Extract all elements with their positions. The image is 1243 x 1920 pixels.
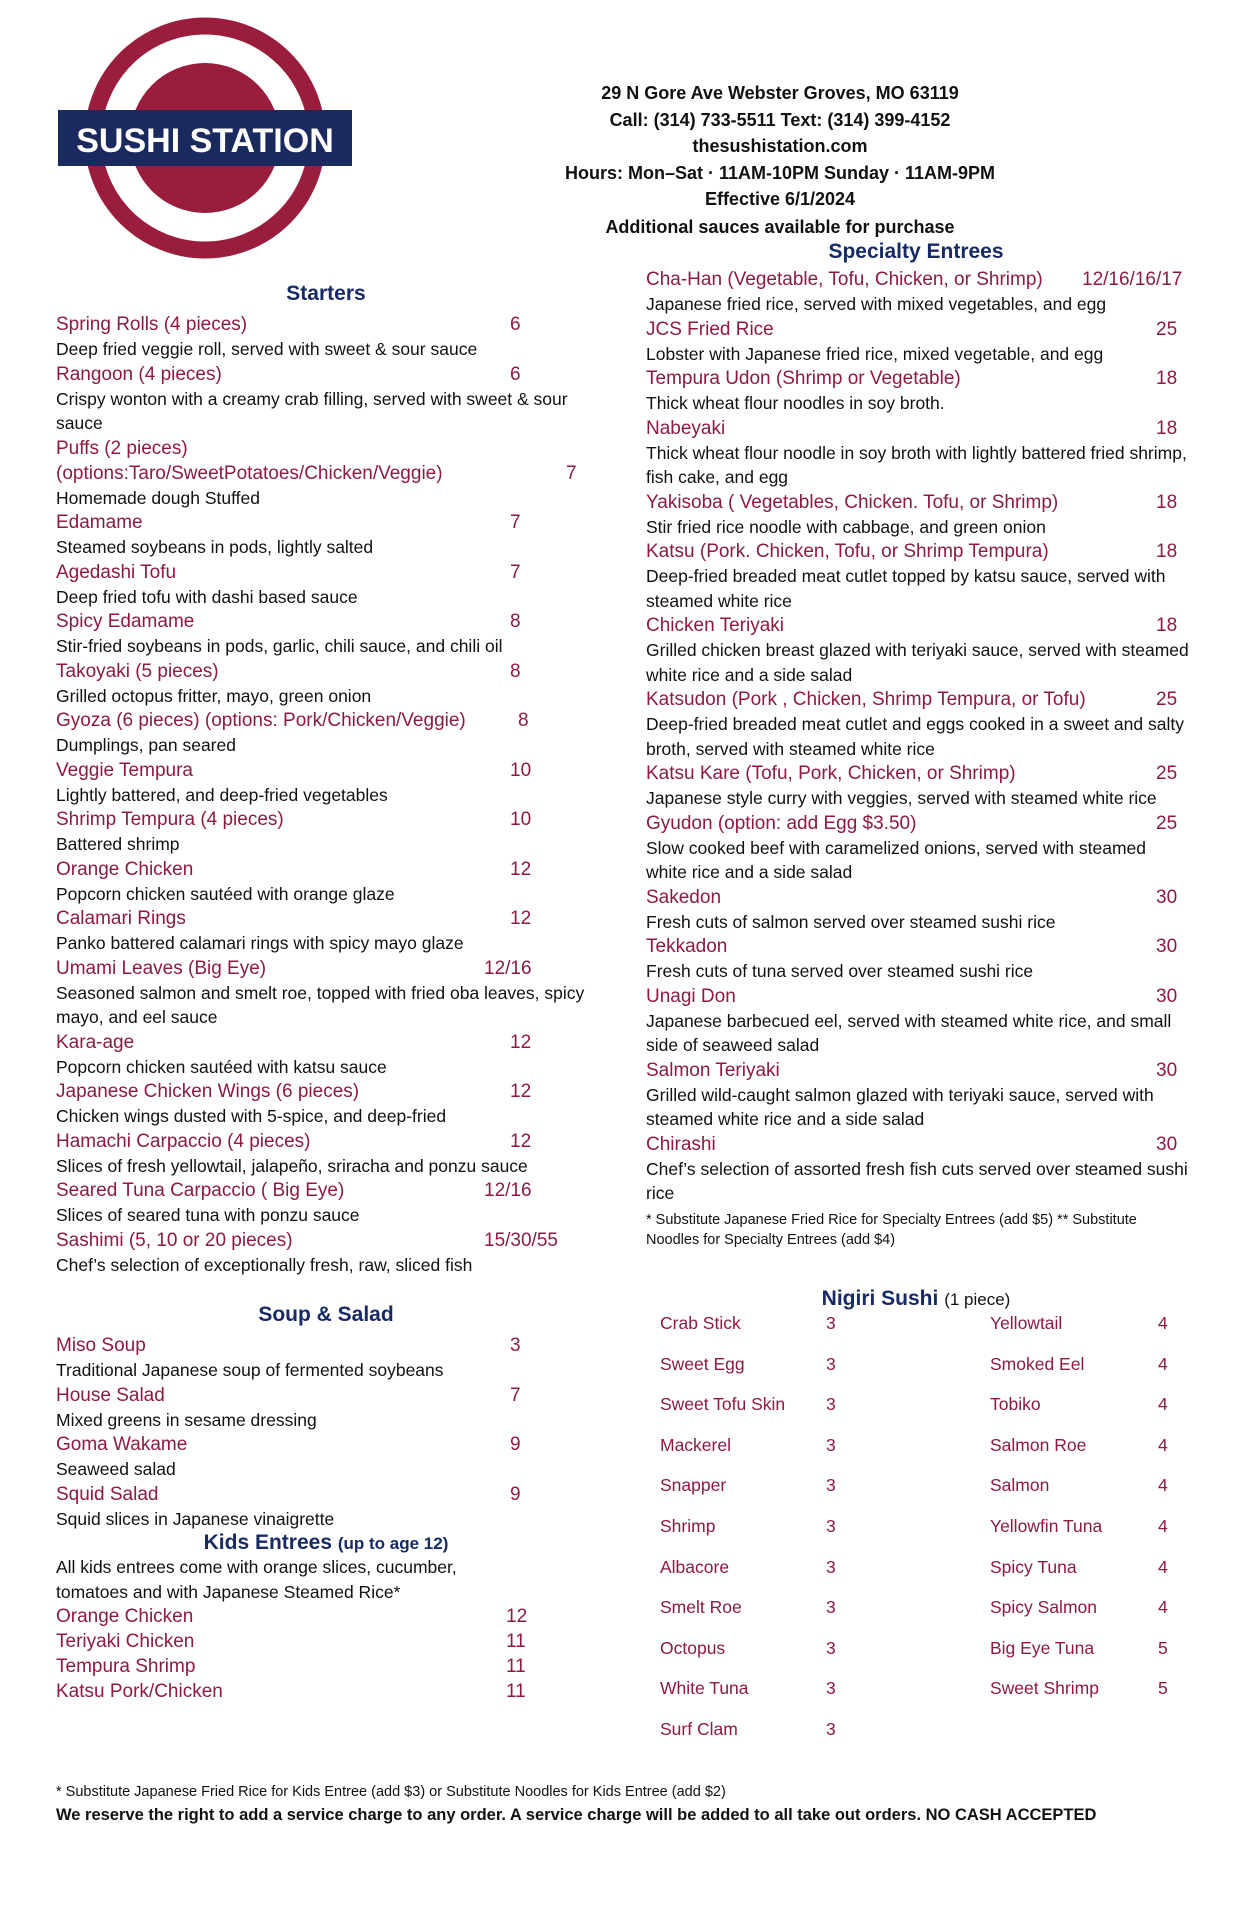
item-price: 10 (510, 759, 532, 781)
item-description: Deep-fried breaded meat cutlet and eggs cooked in a sweet and salty broth, served with steamed white rice (646, 714, 1184, 759)
item-name: Chicken Teriyaki (646, 615, 784, 636)
item-description: Chicken wings dusted with 5-spice, and deep-fried (56, 1106, 447, 1126)
item-price: 11 (506, 1681, 526, 1702)
item-name-options: (options:Taro/SweetPotatoes/Chicken/Veggie) (56, 462, 443, 484)
nigiri-row (990, 1597, 1180, 1638)
item-description: Grilled octopus fritter, mayo, green onion (56, 685, 372, 706)
item-price: 9 (510, 1483, 521, 1505)
nigiri-row (990, 1394, 1180, 1435)
item-name: Takoyaki (5 pieces) (56, 660, 219, 682)
nigiri-subtitle: (1 piece) (944, 1290, 1011, 1309)
menu-item (56, 1482, 596, 1532)
menu-item (646, 687, 1186, 761)
item-description: Squid slices in Japanese vinaigrette (56, 1508, 335, 1529)
nigiri-price: 3 (826, 1515, 836, 1536)
nigiri-price: 4 (1158, 1475, 1168, 1496)
item-price: 10 (510, 809, 532, 830)
item-name: Unagi Don (646, 985, 736, 1007)
item-name: Squid Salad (56, 1483, 159, 1505)
nigiri-row (660, 1678, 840, 1719)
nigiri-row (660, 1597, 840, 1638)
item-name: Umami Leaves (Big Eye) (56, 957, 267, 979)
restaurant-info (520, 80, 1040, 240)
item-name: Puffs (2 pieces) (56, 437, 188, 459)
item-description: Grilled wild-caught salmon glazed with teriyaki sauce, served with steamed white rice and a side salad (646, 1084, 1154, 1129)
item-name: Nabeyaki (646, 417, 726, 439)
item-description: Fresh cuts of salmon served over steamed sushi rice (646, 911, 1056, 932)
item-description: Chef’s selection of exceptionally fresh, raw, sliced fish (56, 1254, 473, 1275)
logo-graphic (40, 12, 370, 267)
menu-item (56, 1178, 596, 1228)
soup-salad-title: Soup & Salad (258, 1303, 394, 1326)
item-price: 25 (1156, 318, 1178, 340)
nigiri-price: 4 (1158, 1313, 1168, 1333)
item-name: Gyudon (option: add Egg $3.50) (646, 812, 917, 834)
address: 29 N Gore Ave Webster Groves, MO 63119 (601, 83, 959, 103)
item-description: Deep-fried breaded meat cutlet topped by katsu sauce, served with steamed white rice (646, 566, 1166, 611)
nigiri-name: Yellowtail (990, 1313, 1063, 1333)
menu-item (56, 1654, 596, 1679)
menu-item (646, 934, 1186, 984)
item-price: 7 (510, 1384, 521, 1406)
nigiri-price: 3 (826, 1556, 836, 1577)
nigiri-row (660, 1719, 840, 1760)
item-name: Calamari Rings (56, 908, 186, 929)
nigiri-price: 3 (826, 1718, 836, 1739)
nigiri-title-text: Nigiri Sushi (821, 1287, 939, 1310)
menu-item (56, 1129, 596, 1179)
item-name: Chirashi (646, 1133, 716, 1155)
item-description: Japanese fried rice, served with mixed vegetables, and egg (646, 294, 1107, 314)
nigiri-row (990, 1435, 1180, 1476)
nigiri-name: Smoked Eel (990, 1353, 1085, 1374)
item-name: Sashimi (5, 10 or 20 pieces) (56, 1229, 293, 1251)
item-price: 12 (510, 1130, 532, 1152)
menu-item (56, 857, 596, 907)
item-price: 12/16 (484, 1180, 532, 1201)
item-name: Katsu Kare (Tofu, Pork, Chicken, or Shrimp) (646, 763, 1016, 784)
item-price: 7 (510, 512, 521, 533)
nigiri-name: Shrimp (660, 1515, 716, 1536)
nigiri-price: 4 (1158, 1515, 1168, 1536)
menu-item (56, 659, 596, 709)
item-description: Slow cooked beef with caramelized onions, served with steamed white rice and a side salad (646, 837, 1146, 882)
menu-item (646, 539, 1186, 613)
nigiri-name: Spicy Tuna (990, 1556, 1077, 1577)
menu-item (56, 807, 596, 857)
menu-item (56, 1383, 596, 1433)
item-name: Spicy Edamame (56, 611, 195, 632)
menu-item (56, 1030, 596, 1080)
item-price: 30 (1156, 886, 1178, 908)
kids-title-text: Kids Entrees (203, 1531, 333, 1554)
item-price: 11 (506, 1656, 526, 1677)
item-price: 18 (1156, 417, 1178, 439)
nigiri-price: 3 (826, 1637, 836, 1658)
nigiri-row (660, 1435, 840, 1476)
menu-item (56, 758, 596, 808)
nigiri-price: 5 (1158, 1678, 1168, 1699)
nigiri-left-list (660, 1313, 840, 1760)
item-name: Spring Rolls (4 pieces) (56, 314, 248, 335)
item-price: 30 (1156, 1059, 1178, 1081)
item-name: Cha-Han (Vegetable, Tofu, Chicken, or Shrimp) (646, 269, 1043, 290)
menu-item (56, 510, 596, 560)
nigiri-name: Octopus (660, 1637, 726, 1658)
item-description: Lobster with Japanese fried rice, mixed vegetable, and egg (646, 343, 1104, 364)
item-name: Seared Tuna Carpaccio ( Big Eye) (56, 1180, 345, 1201)
item-description: Lightly battered, and deep-fried vegetables (56, 784, 388, 805)
item-name: Gyoza (6 pieces) (options: Pork/Chicken/Veggie) (56, 710, 466, 731)
item-price: 9 (510, 1434, 521, 1455)
nigiri-title (646, 1287, 1186, 1311)
nigiri-row (660, 1313, 840, 1354)
item-description: Japanese style curry with veggies, served with steamed white rice (646, 788, 1157, 808)
sauces-note: Additional sauces available for purchase (605, 216, 955, 237)
item-description: Slices of fresh yellowtail, jalapeño, sriracha and ponzu sauce (56, 1155, 528, 1176)
item-price: 12 (506, 1606, 528, 1627)
nigiri-row (990, 1313, 1180, 1354)
item-description: Panko battered calamari rings with spicy mayo glaze (56, 933, 464, 953)
right-column (646, 267, 1189, 1250)
nigiri-name: Spicy Salmon (990, 1597, 1097, 1618)
item-description: Japanese barbecued eel, served with steamed white rice, and small side of seaweed salad (646, 1010, 1172, 1055)
menu-item (56, 1679, 596, 1704)
nigiri-price: 4 (1158, 1434, 1168, 1455)
left-column (56, 312, 596, 1704)
logo-text: SUSHI STATION (76, 122, 334, 160)
nigiri-row (660, 1475, 840, 1516)
starters-list (56, 312, 596, 1277)
item-price: 12/16/16/17 (1082, 269, 1183, 290)
item-price: 25 (1156, 812, 1178, 834)
item-price: 7 (566, 462, 577, 484)
menu-item (56, 1604, 596, 1629)
nigiri-row (990, 1557, 1180, 1598)
nigiri-row (660, 1557, 840, 1598)
item-name: Rangoon (4 pieces) (56, 363, 222, 385)
item-price: 30 (1156, 985, 1178, 1007)
footer (56, 1782, 1206, 1825)
menu-item (646, 490, 1186, 540)
item-price: 12 (510, 908, 532, 929)
nigiri-price: 4 (1158, 1394, 1168, 1415)
nigiri-name: Salmon Roe (990, 1434, 1087, 1455)
item-price: 8 (510, 660, 521, 682)
specialty-list (646, 267, 1189, 1206)
kids-subtitle: (up to age 12) (337, 1534, 449, 1553)
item-price: 7 (510, 561, 521, 583)
nigiri-name: Tobiko (990, 1394, 1041, 1415)
contact-phones: Call: (314) 733-5511 Text: (314) 399-4152 (609, 109, 951, 130)
effective-date: Effective 6/1/2024 (704, 189, 856, 209)
nigiri-price: 3 (826, 1597, 836, 1618)
item-description: Stir-fried soybeans in pods, garlic, chili sauce, and chili oil (56, 636, 503, 656)
item-description: Thick wheat flour noodles in soy broth. (646, 393, 945, 413)
item-price: 12 (510, 1081, 532, 1102)
item-price: 3 (510, 1335, 521, 1356)
item-price: 18 (1156, 615, 1178, 636)
nigiri-row (660, 1516, 840, 1557)
item-description: Steamed soybeans in pods, lightly salted (56, 537, 374, 557)
item-price: 12/16 (484, 957, 532, 979)
nigiri-price: 3 (826, 1394, 836, 1415)
item-price: 11 (506, 1631, 526, 1652)
item-name: Katsu Pork/Chicken (56, 1681, 223, 1702)
nigiri-name: Snapper (660, 1475, 727, 1496)
specialty-note: * Substitute Japanese Fried Rice for Specialty Entrees (add $5) ** Substitute Noodles for Specialty Entrees (add $4) (646, 1211, 1137, 1248)
nigiri-right-list (990, 1313, 1180, 1719)
hours: Hours: Mon–Sat · 11AM-10PM Sunday · 11AM-9PM (564, 162, 996, 183)
item-description: Deep fried veggie roll, served with sweet & sour sauce (56, 339, 478, 359)
nigiri-name: Big Eye Tuna (990, 1637, 1095, 1658)
kids-title (56, 1531, 596, 1555)
item-name: Tempura Udon (Shrimp or Vegetable) (646, 368, 961, 389)
menu-item (56, 436, 596, 511)
kids-substitute-note: * Substitute Japanese Fried Rice for Kids Entree (add $3) or Substitute Noodles for Kids Entree (add $2) (56, 1784, 726, 1800)
nigiri-name: Mackerel (660, 1434, 731, 1455)
item-description: Seaweed salad (56, 1459, 176, 1479)
item-name: Agedashi Tofu (56, 561, 177, 583)
menu-item (646, 761, 1186, 811)
nigiri-price: 4 (1158, 1556, 1168, 1577)
nigiri-price: 3 (826, 1475, 836, 1496)
item-price: 15/30/55 (484, 1229, 558, 1251)
item-name: Sakedon (646, 886, 722, 908)
item-name: Katsu (Pork. Chicken, Tofu, or Shrimp Tempura) (646, 541, 1049, 562)
item-description: Slices of seared tuna with ponzu sauce (56, 1205, 360, 1225)
menu-item (56, 312, 596, 362)
nigiri-price: 4 (1158, 1353, 1168, 1374)
item-price: 30 (1156, 936, 1178, 957)
item-description: Grilled chicken breast glazed with teriyaki sauce, served with steamed white rice and a side salad (646, 640, 1189, 685)
nigiri-price: 3 (826, 1313, 836, 1333)
item-name: Shrimp Tempura (4 pieces) (56, 809, 284, 830)
menu-item (56, 956, 596, 1030)
item-name: Hamachi Carpaccio (4 pieces) (56, 1130, 311, 1152)
item-name: Kara-age (56, 1031, 135, 1053)
nigiri-name: Sweet Tofu Skin (660, 1394, 786, 1415)
menu-item (646, 317, 1186, 367)
item-price: 8 (518, 710, 529, 731)
nigiri-row (660, 1638, 840, 1679)
menu-item (56, 906, 596, 956)
menu-item (646, 416, 1186, 490)
item-name: House Salad (56, 1384, 165, 1406)
menu-item (56, 1333, 596, 1383)
nigiri-name: Sweet Egg (660, 1353, 745, 1374)
nigiri-row (990, 1516, 1180, 1557)
item-description: Chef’s selection of assorted fresh fish cuts served over steamed sushi rice (646, 1158, 1188, 1203)
item-name: Teriyaki Chicken (56, 1631, 195, 1652)
item-name: Goma Wakame (56, 1434, 188, 1455)
item-name: Miso Soup (56, 1335, 146, 1356)
nigiri-name: Salmon (990, 1475, 1050, 1496)
website: thesushistation.com (692, 136, 868, 156)
menu-item (646, 885, 1186, 935)
menu-item (646, 1132, 1186, 1206)
item-name: Orange Chicken (56, 1606, 194, 1627)
nigiri-price: 5 (1158, 1637, 1168, 1658)
item-price: 12 (510, 1031, 532, 1053)
nigiri-name: Albacore (660, 1556, 730, 1577)
item-description: Traditional Japanese soup of fermented soybeans (56, 1360, 444, 1380)
item-price: 12 (510, 858, 532, 880)
item-name: Veggie Tempura (56, 759, 193, 781)
menu-item (646, 267, 1186, 317)
item-description: Crispy wonton with a creamy crab filling, served with sweet & sour sauce (56, 388, 568, 433)
item-name: Japanese Chicken Wings (6 pieces) (56, 1081, 360, 1102)
nigiri-name: Surf Clam (660, 1718, 738, 1739)
starters-title: Starters (286, 282, 366, 305)
item-name: Salmon Teriyaki (646, 1059, 780, 1081)
item-description: Dumplings, pan seared (56, 735, 236, 755)
menu-item (56, 609, 596, 659)
nigiri-price: 3 (826, 1353, 836, 1374)
item-name: Orange Chicken (56, 858, 194, 880)
item-price: 6 (510, 363, 521, 385)
menu-item (56, 1432, 596, 1482)
menu-item (646, 984, 1186, 1058)
item-description: Fresh cuts of tuna served over steamed sushi rice (646, 961, 1034, 981)
nigiri-row (660, 1354, 840, 1395)
item-price: 25 (1156, 763, 1178, 784)
menu-item (646, 366, 1186, 416)
kids-list (56, 1604, 596, 1704)
soup-salad-list (56, 1333, 596, 1531)
menu-item (646, 811, 1186, 885)
nigiri-row (990, 1678, 1180, 1719)
nigiri-name: Yellowfin Tuna (990, 1515, 1103, 1536)
item-description: Mixed greens in sesame dressing (56, 1409, 317, 1430)
item-price: 8 (510, 611, 521, 632)
menu-item (56, 560, 596, 610)
nigiri-row (990, 1638, 1180, 1679)
item-name: Katsudon (Pork , Chicken, Shrimp Tempura, or Tofu) (646, 689, 1086, 710)
sushi-station-logo (40, 12, 370, 267)
item-description: Popcorn chicken sautéed with katsu sauce (56, 1056, 387, 1077)
item-description: Thick wheat flour noodle in soy broth with lightly battered fried shrimp, fish cake, and egg (646, 442, 1187, 487)
item-price: 18 (1156, 491, 1178, 513)
item-price: 18 (1156, 368, 1178, 389)
item-description: Seasoned salmon and smelt roe, topped with fried oba leaves, spicy mayo, and eel sauce (56, 982, 585, 1027)
nigiri-name: Sweet Shrimp (990, 1678, 1099, 1699)
nigiri-price: 4 (1158, 1597, 1168, 1618)
item-price: 25 (1156, 689, 1178, 710)
item-name: Tempura Shrimp (56, 1656, 196, 1677)
nigiri-price: 3 (826, 1678, 836, 1699)
nigiri-row (990, 1475, 1180, 1516)
menu-item (56, 362, 596, 436)
item-price: 6 (510, 314, 521, 335)
item-name: Tekkadon (646, 936, 728, 957)
item-name: JCS Fried Rice (646, 318, 774, 340)
nigiri-name: Crab Stick (660, 1313, 741, 1333)
nigiri-price: 3 (826, 1434, 836, 1455)
service-charge-note: We reserve the right to add a service charge to any order. A service charge will be added to all take out orders. NO CASH ACCEPTED (56, 1806, 1097, 1824)
item-name: Edamame (56, 512, 143, 533)
menu-item (56, 1629, 596, 1654)
menu-item (646, 613, 1189, 687)
menu-item (646, 1058, 1186, 1132)
item-price: 18 (1156, 541, 1178, 562)
item-description: Deep fried tofu with dashi based sauce (56, 586, 358, 607)
nigiri-row (990, 1354, 1180, 1395)
menu-item (56, 1079, 596, 1129)
nigiri-name: White Tuna (660, 1678, 749, 1699)
item-name: Yakisoba ( Vegetables, Chicken. Tofu, or Shrimp) (646, 491, 1059, 513)
item-description: Popcorn chicken sautéed with orange glaze (56, 883, 395, 904)
nigiri-row (660, 1394, 840, 1435)
kids-intro: All kids entrees come with orange slices, cucumber, tomatoes and with Japanese Steamed Rice* (56, 1557, 457, 1602)
item-description: Battered shrimp (56, 834, 180, 854)
nigiri-name: Smelt Roe (660, 1597, 742, 1618)
menu-item (56, 708, 596, 758)
item-price: 30 (1156, 1133, 1178, 1155)
menu-item (56, 1228, 596, 1278)
item-description: Homemade dough Stuffed (56, 487, 260, 508)
item-description: Stir fried rice noodle with cabbage, and green onion (646, 516, 1046, 537)
specialty-title: Specialty Entrees (828, 240, 1004, 263)
